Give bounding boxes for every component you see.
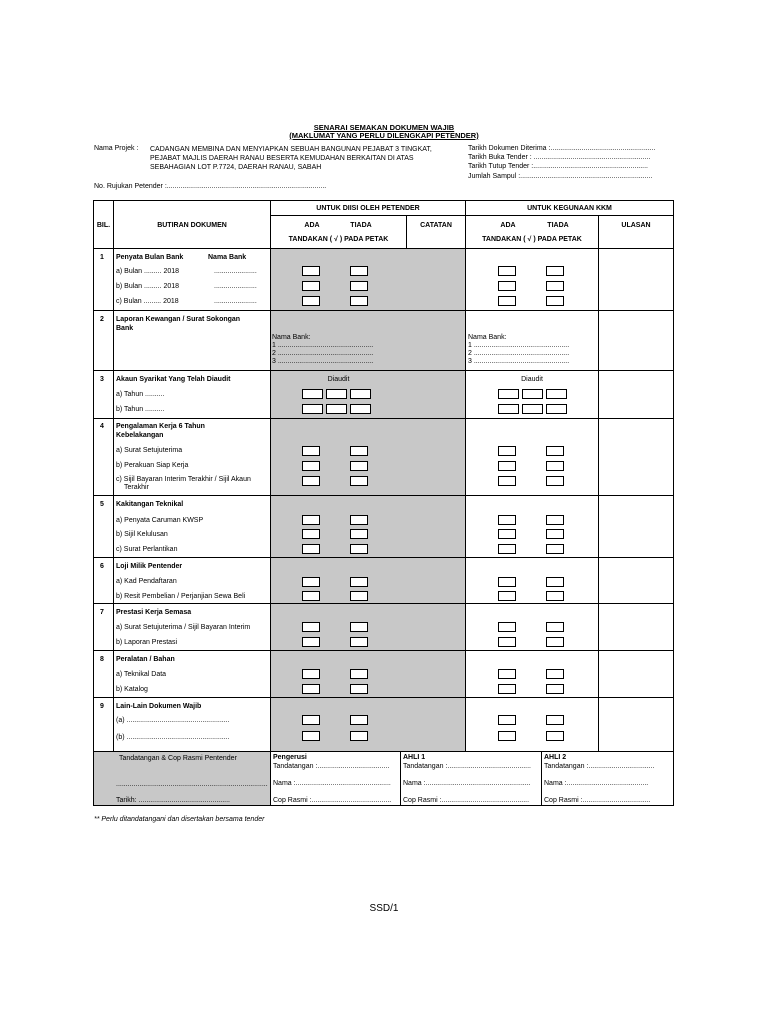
- row-item: a) Surat Setujuterima: [116, 447, 183, 454]
- pengerusi-tandatangan: Tandatangan :.....................................: [273, 763, 390, 770]
- kkm-checkbox[interactable]: [498, 684, 516, 694]
- petender-tiada-header: TIADA: [350, 222, 372, 229]
- kkm-checkbox[interactable]: [498, 296, 516, 306]
- col-catatan-header: CATATAN: [420, 222, 452, 229]
- petender-checkbox[interactable]: [350, 715, 368, 725]
- row-title: Lain-Lain Dokumen Wajib: [116, 703, 202, 710]
- row-item: b) Perakuan Siap Kerja: [116, 462, 189, 469]
- kkm-checkbox[interactable]: [498, 404, 519, 414]
- petender-checkbox[interactable]: [302, 669, 320, 679]
- ahli1-tandatangan: Tandatangan :...........................................: [403, 763, 531, 770]
- kkm-checkbox[interactable]: [498, 389, 519, 399]
- kkm-checkbox[interactable]: [498, 515, 516, 525]
- petender-checkbox[interactable]: [350, 637, 368, 647]
- petender-checkbox[interactable]: [350, 389, 371, 399]
- footnote: ** Perlu ditandatangani dan disertakan bersama tender: [94, 816, 265, 823]
- bank-name-blank: ......................: [214, 298, 257, 305]
- row-item: b) Laporan Prestasi: [116, 639, 178, 646]
- petender-checkbox[interactable]: [350, 731, 368, 741]
- row-number: 7: [100, 609, 104, 616]
- kkm-checkbox[interactable]: [546, 715, 564, 725]
- row-item: b) Tahun ..........: [116, 406, 165, 413]
- petender-checkbox[interactable]: [350, 591, 368, 601]
- kkm-checkbox[interactable]: [546, 446, 564, 456]
- nama-projek-line: PEJABAT MAJLIS DAERAH RANAU BESERTA KEMUDAHAN BERKAITAN DI ATAS: [150, 155, 414, 162]
- kkm-checkbox[interactable]: [498, 622, 516, 632]
- kkm-checkbox[interactable]: [498, 446, 516, 456]
- petender-checkbox[interactable]: [350, 446, 368, 456]
- petender-checkbox[interactable]: [302, 544, 320, 554]
- petender-checkbox[interactable]: [302, 389, 323, 399]
- petender-checkbox[interactable]: [302, 515, 320, 525]
- petender-checkbox[interactable]: [350, 515, 368, 525]
- kkm-checkbox[interactable]: [546, 622, 564, 632]
- bank-line: 2 .................................................: [468, 350, 570, 357]
- row-item: c) Surat Perlantikan: [116, 546, 178, 553]
- kkm-checkbox[interactable]: [546, 529, 564, 539]
- kkm-tandakan-header: TANDAKAN ( √ ) PADA PETAK: [482, 236, 582, 243]
- nama-projek-line: CADANGAN MEMBINA DAN MENYIAPKAN SEBUAH BANGUNAN PEJABAT 3 TINGKAT,: [150, 146, 432, 153]
- row-title: Pengalaman Kerja 6 Tahun: [116, 423, 205, 430]
- row-number: 4: [100, 423, 104, 430]
- petender-ada-header: ADA: [304, 222, 320, 229]
- bank-line: 3 .................................................: [272, 358, 374, 365]
- kkm-checkbox[interactable]: [546, 669, 564, 679]
- row-item: a) Kad Pendaftaran: [116, 578, 177, 585]
- kkm-checkbox[interactable]: [498, 591, 516, 601]
- pengerusi-cop: Cop Rasmi :.........................................: [273, 797, 392, 804]
- ahli2-nama: Nama :..........................................: [544, 780, 649, 787]
- bank-line: 1 .................................................: [272, 342, 374, 349]
- kkm-checkbox[interactable]: [498, 476, 516, 486]
- row-title: Penyata Bulan Bank: [116, 254, 184, 261]
- row-item: b) Bulan ......... 2018: [116, 283, 180, 290]
- row-item: c) Sijil Bayaran Interim Terakhir / Sijil Akaun: [116, 476, 251, 483]
- petender-tandakan-header: TANDAKAN ( √ ) PADA PETAK: [288, 236, 389, 243]
- petender-checkbox[interactable]: [326, 389, 347, 399]
- kkm-checkbox[interactable]: [546, 591, 564, 601]
- ahli2-label: AHLI 2: [544, 754, 567, 761]
- kkm-checkbox[interactable]: [522, 389, 543, 399]
- tarikh-dokumen-field: Tarikh Dokumen Diterima :......................................................: [468, 145, 656, 152]
- document-subtitle: (MAKLUMAT YANG PERLU DILENGKAPI PETENDER): [289, 131, 479, 140]
- row-item: c) Bulan ......... 2018: [116, 298, 179, 305]
- petender-checkbox[interactable]: [350, 622, 368, 632]
- kkm-checkbox[interactable]: [498, 577, 516, 587]
- pengerusi-label: Pengerusi: [273, 754, 307, 761]
- row-number: 5: [100, 501, 104, 508]
- diaudit-label: Diaudit: [521, 376, 543, 383]
- kkm-checkbox[interactable]: [546, 515, 564, 525]
- signature-label: Tandatangan & Cop Rasmi Pentender: [119, 755, 237, 762]
- row-title: Akaun Syarikat Yang Telah Diaudit: [116, 376, 231, 383]
- nama-bank-label: Nama Bank: [208, 254, 247, 261]
- petender-checkbox[interactable]: [302, 715, 320, 725]
- row-number: 8: [100, 656, 104, 663]
- ahli1-cop: Cop Rasmi :.............................................: [403, 797, 530, 804]
- nama-bank-label: Nama Bank:: [272, 334, 311, 341]
- petender-checkbox[interactable]: [350, 577, 368, 587]
- row-item: a) Surat Setujuterima / Sijil Bayaran Interim: [116, 624, 251, 631]
- kkm-checkbox[interactable]: [522, 404, 543, 414]
- tarikh-buka-field: Tarikh Buka Tender : ............................................................: [468, 154, 651, 161]
- bank-name-blank: ......................: [214, 268, 257, 275]
- nama-projek-line: SEBAHAGIAN LOT P.7724, DAERAH RANAU, SABAH: [150, 164, 322, 171]
- kkm-checkbox[interactable]: [498, 529, 516, 539]
- row-title: Loji Milik Pentender: [116, 563, 183, 570]
- nama-projek-label: Nama Projek :: [94, 145, 139, 152]
- col-ulasan-header: ULASAN: [621, 222, 651, 229]
- signature-line: ..............................................................................: [116, 781, 268, 788]
- petender-checkbox[interactable]: [302, 529, 320, 539]
- petender-checkbox[interactable]: [302, 446, 320, 456]
- kkm-group-header: UNTUK KEGUNAAN KKM: [527, 205, 612, 212]
- kkm-checkbox[interactable]: [498, 266, 516, 276]
- col-bil-header: BIL.: [96, 222, 111, 229]
- nama-bank-label: Nama Bank:: [468, 334, 507, 341]
- kkm-checkbox[interactable]: [546, 404, 567, 414]
- petender-checkbox[interactable]: [350, 281, 368, 291]
- kkm-checkbox[interactable]: [498, 637, 516, 647]
- kkm-checkbox[interactable]: [546, 281, 564, 291]
- row-title: Prestasi Kerja Semasa: [116, 609, 192, 616]
- tarikh-tutup-field: Tarikh Tutup Tender :...........................................................: [468, 163, 648, 170]
- bank-line: 3 .................................................: [468, 358, 570, 365]
- petender-checkbox[interactable]: [302, 731, 320, 741]
- petender-checkbox[interactable]: [350, 669, 368, 679]
- kkm-checkbox[interactable]: [498, 461, 516, 471]
- tarikh-field: Tarikh: ...............................................: [116, 797, 230, 804]
- kkm-checkbox[interactable]: [546, 461, 564, 471]
- petender-checkbox[interactable]: [350, 296, 368, 306]
- kkm-checkbox[interactable]: [546, 296, 564, 306]
- row-title: Kebelakangan: [116, 432, 164, 439]
- kkm-checkbox[interactable]: [546, 389, 567, 399]
- kkm-checkbox[interactable]: [546, 266, 564, 276]
- kkm-tiada-header: TIADA: [547, 222, 569, 229]
- row-number: 3: [100, 376, 104, 383]
- row-title: Kakitangan Teknikal: [116, 501, 184, 508]
- kkm-checkbox[interactable]: [546, 476, 564, 486]
- petender-checkbox[interactable]: [302, 577, 320, 587]
- kkm-checkbox[interactable]: [498, 715, 516, 725]
- col-butiran-header: BUTIRAN DOKUMEN: [157, 222, 227, 229]
- petender-checkbox[interactable]: [302, 266, 320, 276]
- kkm-checkbox[interactable]: [546, 731, 564, 741]
- petender-checkbox[interactable]: [302, 296, 320, 306]
- document-title: SENARAI SEMAKAN DOKUMEN WAJIB: [313, 123, 455, 132]
- row-item: Terakhir: [124, 484, 149, 491]
- petender-checkbox[interactable]: [302, 622, 320, 632]
- petender-checkbox[interactable]: [302, 591, 320, 601]
- ahli1-nama: Nama :......................................................: [403, 780, 531, 787]
- kkm-checkbox[interactable]: [498, 544, 516, 554]
- petender-checkbox[interactable]: [302, 281, 320, 291]
- bank-line: 2 .................................................: [272, 350, 374, 357]
- petender-checkbox[interactable]: [350, 461, 368, 471]
- kkm-checkbox[interactable]: [498, 731, 516, 741]
- petender-checkbox[interactable]: [302, 684, 320, 694]
- diaudit-label: Diaudit: [327, 376, 350, 383]
- row-number: 1: [100, 254, 104, 261]
- row-item: b) Katalog: [116, 686, 148, 693]
- petender-checkbox[interactable]: [350, 476, 368, 486]
- petender-checkbox[interactable]: [302, 637, 320, 647]
- ahli2-cop: Cop Rasmi :...................................: [544, 797, 651, 804]
- row-item: b) Resit Pembelian / Perjanjian Sewa Beli: [116, 593, 246, 600]
- kkm-checkbox[interactable]: [498, 281, 516, 291]
- row-item: a) Penyata Caruman KWSP: [116, 517, 204, 524]
- row-item: b) Sijil Kelulusan: [116, 531, 168, 538]
- petender-checkbox[interactable]: [326, 404, 347, 414]
- ahli2-tandatangan: Tandatangan :..................................: [544, 763, 655, 770]
- ahli1-label: AHLI 1: [403, 754, 426, 761]
- row-number: 6: [100, 563, 104, 570]
- row-title: Laporan Kewangan / Surat Sokongan: [116, 316, 241, 323]
- petender-checkbox[interactable]: [350, 684, 368, 694]
- petender-checkbox[interactable]: [350, 266, 368, 276]
- row-item: a) Teknikal Data: [116, 671, 167, 678]
- petender-group-header: UNTUK DIISI OLEH PETENDER: [316, 205, 420, 212]
- petender-checkbox[interactable]: [350, 529, 368, 539]
- row-item: (a) .....................................................: [116, 717, 230, 724]
- bank-name-blank: ......................: [214, 283, 257, 290]
- row-title: Bank: [116, 325, 134, 332]
- row-item: (b) .....................................................: [116, 734, 230, 741]
- jumlah-sampul-field: Jumlah Sampul :....................................................................: [468, 173, 653, 180]
- petender-checkbox[interactable]: [302, 404, 323, 414]
- petender-checkbox[interactable]: [302, 476, 320, 486]
- row-title: Peralatan / Bahan: [116, 656, 175, 663]
- no-rujukan-field: No. Rujukan Petender :..................................................................................: [94, 183, 327, 190]
- row-item: a) Tahun ..........: [116, 391, 165, 398]
- petender-checkbox[interactable]: [350, 544, 368, 554]
- kkm-checkbox[interactable]: [546, 577, 564, 587]
- petender-checkbox[interactable]: [302, 461, 320, 471]
- kkm-checkbox[interactable]: [498, 669, 516, 679]
- kkm-checkbox[interactable]: [546, 684, 564, 694]
- row-item: a) Bulan ......... 2018: [116, 268, 180, 275]
- pengerusi-nama: Nama :.................................................: [273, 780, 391, 787]
- petender-checkbox[interactable]: [350, 404, 371, 414]
- kkm-ada-header: ADA: [500, 222, 516, 229]
- row-number: 2: [100, 316, 104, 323]
- kkm-checkbox[interactable]: [546, 544, 564, 554]
- kkm-checkbox[interactable]: [546, 637, 564, 647]
- row-number: 9: [100, 703, 104, 710]
- bank-line: 1 .................................................: [468, 342, 570, 349]
- page-code: SSD/1: [369, 903, 399, 914]
